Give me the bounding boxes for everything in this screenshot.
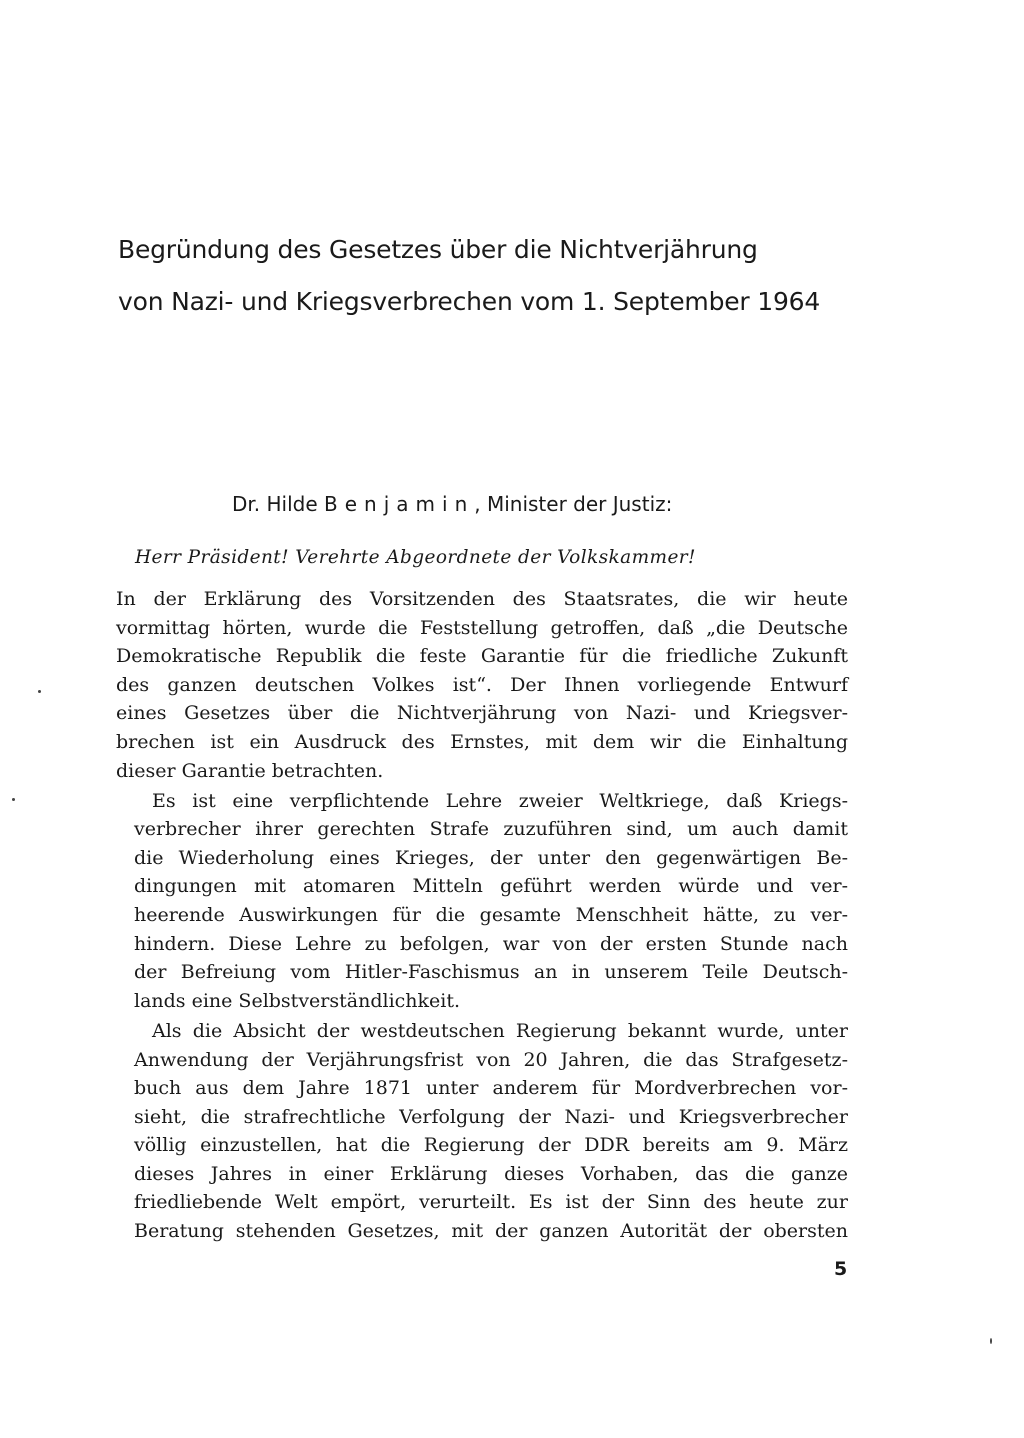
paper-speck (990, 1338, 992, 1344)
text-line: völlig einzustellen, hat die Regierung der DDR bereits am 9. März (134, 1134, 848, 1157)
paper-speck (12, 798, 15, 801)
text-line: dingungen mit atomaren Mitteln geführt werden würde und ver- (134, 875, 848, 898)
speaker-role: , Minister der Justiz: (474, 492, 673, 516)
text-line: buch aus dem Jahre 1871 unter anderem für Mordverbrechen vor- (134, 1077, 848, 1100)
page-number: 5 (834, 1258, 848, 1280)
title-line-1: Begründung des Gesetzes über die Nichtverjährung (118, 235, 758, 264)
text-line: Anwendung der Verjährungsfrist von 20 Jahren, die das Strafgesetz- (134, 1048, 848, 1071)
text-line: sieht, die strafrechtliche Verfolgung der Nazi- und Kriegsverbrecher (134, 1105, 848, 1128)
paragraph-1 (116, 585, 848, 785)
paper-speck (38, 690, 41, 693)
text-line: eines Gesetzes über die Nichtverjährung von Nazi- und Kriegsver- (116, 702, 848, 725)
text-line: vormittag hörten, wurde die Feststellung getroffen, daß „die Deutsche (116, 616, 848, 639)
text-line: hindern. Diese Lehre zu befolgen, war von der ersten Stunde nach (134, 932, 848, 955)
title-line-2: von Nazi- und Kriegsverbrechen vom 1. September 1964 (118, 287, 821, 316)
text-line: lands eine Selbstverständlichkeit. (134, 989, 461, 1012)
text-line: der Befreiung vom Hitler-Faschismus an in unserem Teile Deutsch- (134, 961, 848, 984)
text-line: In der Erklärung des Vorsitzenden des Staatsrates, die wir heute (116, 588, 848, 610)
text-line: die Wiederholung eines Krieges, der unter den gegenwärtigen Be- (134, 846, 848, 869)
text-line: brechen ist ein Ausdruck des Ernstes, mit dem wir die Einhaltung (116, 730, 848, 753)
paragraph-2 (116, 787, 848, 1016)
paragraph-3 (116, 1017, 848, 1246)
text-line: Als die Absicht der westdeutschen Regierung bekannt wurde, unter (152, 1019, 848, 1042)
speaker-line (232, 492, 672, 516)
text-line: dieses Jahres in einer Erklärung dieses Vorhaben, das die ganze (134, 1162, 848, 1185)
document-title (118, 224, 918, 328)
text-line: dieser Garantie betrachten. (116, 759, 384, 782)
text-line: Es ist eine verpflichtende Lehre zweier Weltkriege, daß Kriegs- (152, 789, 848, 812)
salutation: Herr Präsident! Verehrte Abgeordnete der Volkskammer! (135, 547, 696, 568)
speaker-surname: Benjamin (324, 492, 475, 516)
text-line: friedliebende Welt empört, verurteilt. Es ist der Sinn des heute zur (134, 1191, 848, 1214)
text-line: des ganzen deutschen Volkes ist“. Der Ihnen vorliegende Entwurf (116, 673, 848, 696)
text-line: heerende Auswirkungen für die gesamte Menschheit hätte, zu ver- (134, 904, 848, 927)
text-line: Beratung stehenden Gesetzes, mit der ganzen Autorität der obersten (134, 1220, 848, 1243)
speaker-prefix: Dr. Hilde (232, 492, 318, 516)
text-line: Demokratische Republik die feste Garantie für die friedliche Zukunft (116, 645, 848, 668)
body-text (116, 585, 848, 1247)
text-line: verbrecher ihrer gerechten Strafe zuzuführen sind, um auch damit (134, 818, 848, 841)
